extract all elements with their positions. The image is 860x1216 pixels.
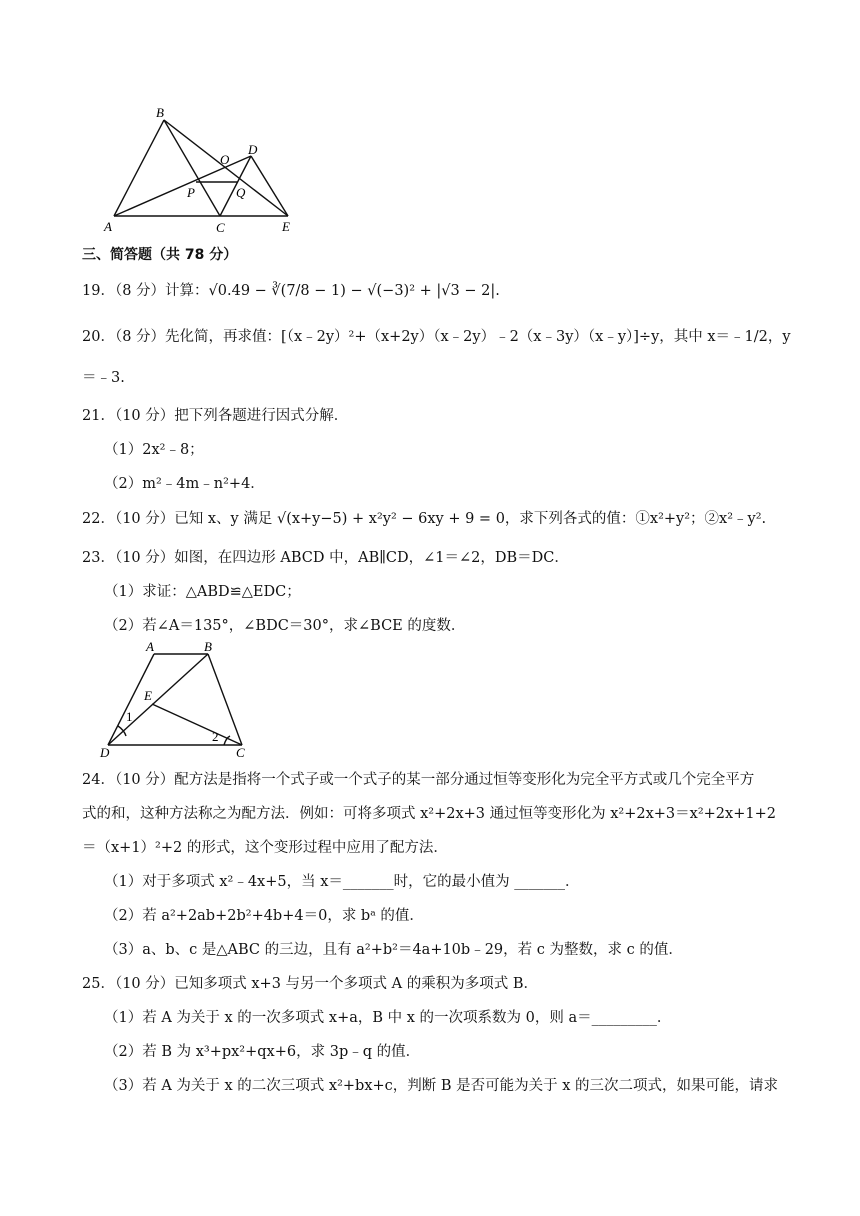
label-B: B — [204, 639, 212, 654]
label-P: P — [187, 185, 195, 200]
section-heading: 三、简答题（共 78 分） — [82, 247, 238, 263]
question-23-stem: 23．（10 分）如图，在四边形 ABCD 中，AB∥CD，∠1＝∠2，DB＝DC． — [82, 550, 569, 566]
question-20-line1: 20．（8 分）先化简，再求值：[（x﹣2y）²+（x+2y）（x﹣2y）﹣2（x﹣3y）（x﹣y）]÷y，其中 x＝﹣1/2，y — [82, 329, 791, 345]
question-21-part2: （2）m²﹣4m﹣n²+4． — [104, 476, 265, 492]
label-Q: Q — [236, 185, 246, 200]
geometry-figure-2 — [96, 638, 256, 760]
question-24-part1: （1）对于多项式 x²﹣4x+5，当 x＝_______时，它的最小值为 _______． — [104, 874, 580, 890]
question-25-part1: （1）若 A 为关于 x 的一次多项式 x+a，B 中 x 的一次项系数为 0，则 a＝_________． — [104, 1010, 672, 1026]
question-24-line3: ＝（x+1）²+2 的形式，这个变形过程中应用了配方法． — [82, 840, 448, 856]
question-21-stem: 21．（10 分）把下列各题进行因式分解． — [82, 408, 349, 424]
question-25-part2: （2）若 B 为 x³+px²+qx+6，求 3p﹣q 的值． — [104, 1044, 421, 1060]
angle-label-2: 2 — [212, 729, 219, 744]
question-23-part2: （2）若∠A＝135°，∠BDC＝30°，求∠BCE 的度数． — [104, 618, 466, 634]
label-E: E — [282, 219, 290, 234]
question-24-line1: 24．（10 分）配方法是指将一个式子或一个式子的某一部分通过恒等变形化为完全平方式或几个完全平方 — [82, 772, 755, 788]
question-21-part1: （1）2x²﹣8； — [104, 442, 204, 458]
question-24-part3: （3）a、b、c 是△ABC 的三边，且有 a²+b²＝4a+10b﹣29，若 c 为整数，求 c 的值． — [104, 942, 683, 958]
label-A: A — [104, 219, 112, 234]
question-24-part2: （2）若 a²+2ab+2b²+4b+4＝0，求 bᵃ 的值． — [104, 908, 424, 924]
angle-label-1: 1 — [126, 709, 133, 724]
question-22: 22．（10 分）已知 x、y 满足 √(x+y−5) + x²y² − 6xy + 9 = 0，求下列各式的值：①x²+y²；②x²﹣y². — [82, 511, 767, 527]
label-O: O — [220, 152, 230, 167]
question-25-stem: 25．（10 分）已知多项式 x+3 与另一个多项式 A 的乘积为多项式 B． — [82, 976, 538, 992]
label-D: D — [100, 745, 110, 760]
question-24-line2: 式的和，这种方法称之为配方法．例如：可将多项式 x²+2x+3 通过恒等变形化为 x²+2x+3＝x²+2x+1+2 — [82, 806, 776, 822]
label-D: D — [248, 142, 258, 157]
label-A: A — [146, 639, 154, 654]
label-C: C — [216, 220, 225, 235]
label-E: E — [144, 688, 152, 703]
label-B: B — [156, 105, 164, 120]
question-23-part1: （1）求证：△ABD≌△EDC； — [104, 584, 301, 600]
question-19: 19．（8 分）计算：√0.49 − ∛(7/8 − 1) − √(−3)² + |√3 − 2|. — [82, 283, 500, 299]
label-C: C — [236, 745, 245, 760]
question-25-part3: （3）若 A 为关于 x 的二次三项式 x²+bx+c，判断 B 是否可能为关于 x 的三次二项式，如果可能，请求 — [104, 1078, 779, 1094]
question-20-line2: ＝﹣3. — [82, 370, 125, 386]
geometry-figure-1 — [96, 104, 306, 236]
